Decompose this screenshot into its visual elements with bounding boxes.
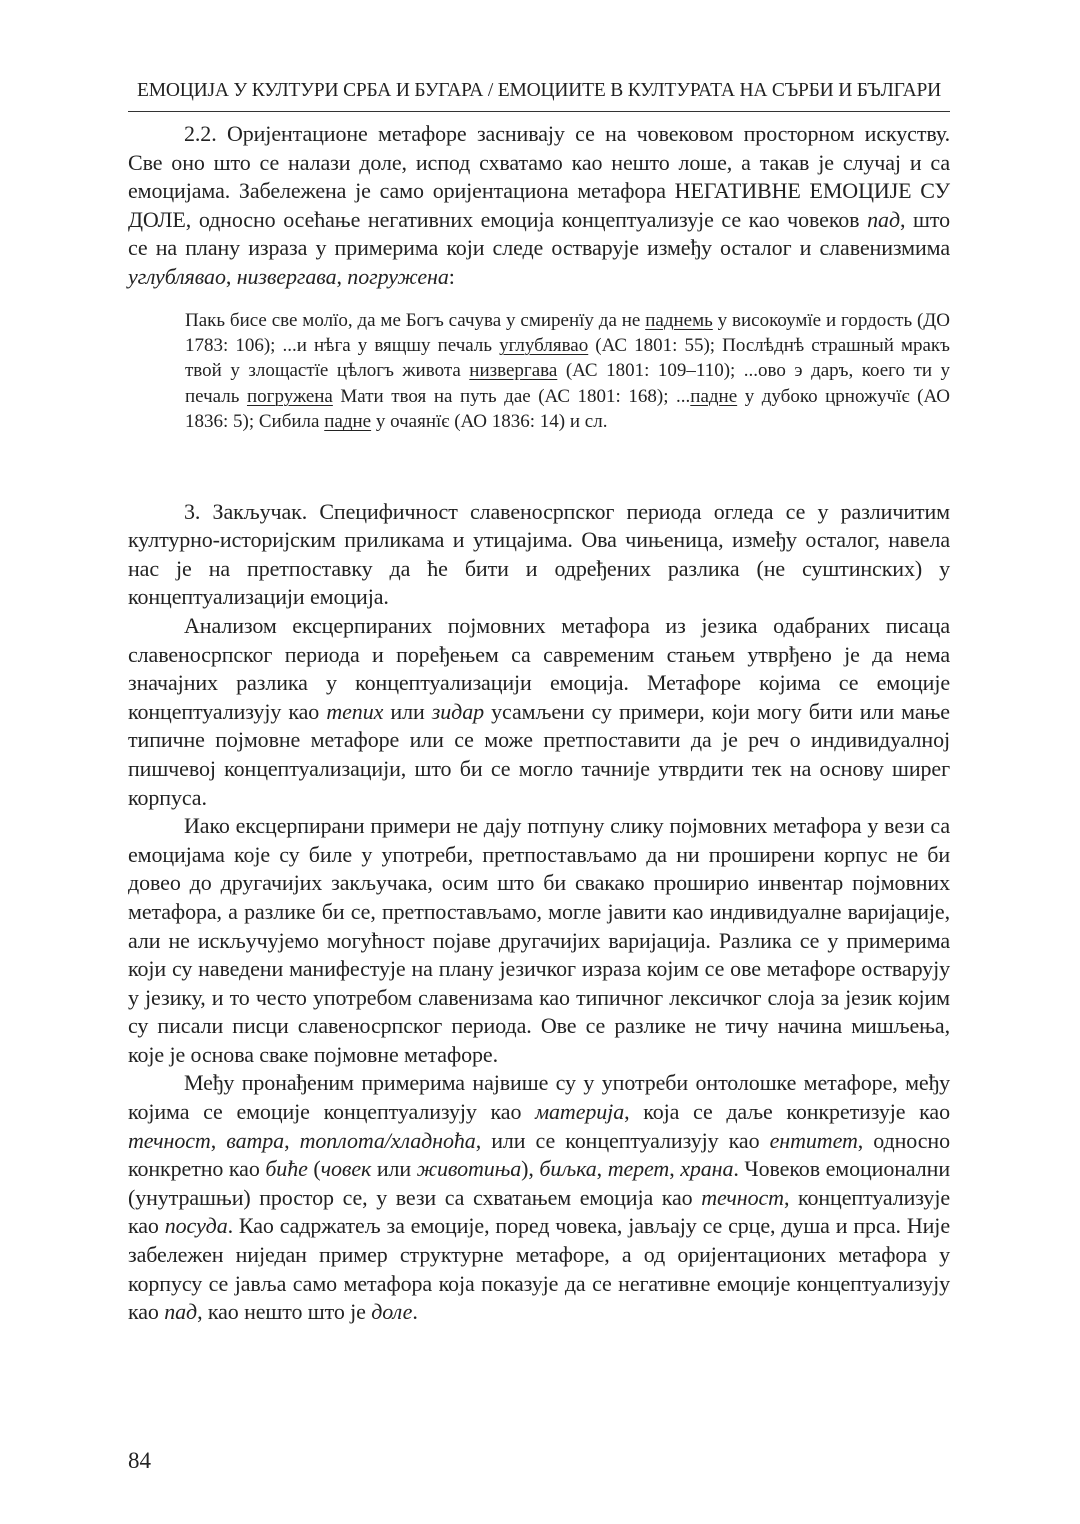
italic-term: ватра [226, 1127, 285, 1153]
italic-term: топлота/хладноћа [299, 1127, 476, 1153]
text-run: , или се концептуализују као [475, 1127, 770, 1153]
italic-term: храна [680, 1156, 734, 1182]
underlined-example: паднемь [645, 309, 713, 331]
section-spacer [128, 435, 950, 498]
italic-term: тепих [326, 698, 384, 724]
header-rule [128, 111, 950, 112]
italic-term: посуда [164, 1213, 228, 1239]
italic-term: материја [535, 1099, 625, 1125]
text-run: или [383, 698, 432, 724]
text-run: , [284, 1127, 300, 1153]
italic-term: пад [164, 1299, 198, 1325]
text-run: , што се на плану израза у примерима који следе остварује између осталог и славенизмима [128, 206, 951, 261]
text-run: , [669, 1156, 681, 1182]
paragraph-conclusion-summary [128, 1069, 950, 1326]
quote-text: Мати твоя на путь дае (АС 1801: 168); ... [332, 385, 691, 407]
text-run: : [448, 263, 455, 289]
quote-text: у дубоко црножучїє (АО 1836: 5); Сибила [185, 385, 950, 433]
text-run: . [412, 1299, 418, 1325]
text-run: , односно конкретно као [128, 1127, 950, 1182]
italic-term: доле [371, 1299, 413, 1325]
quote-text: (АС 1801: 55); Послѣднѣ страшный мракъ твой у злощастїе цѣлогъ живота [185, 334, 950, 382]
italic-term: течност [128, 1127, 211, 1153]
italic-term: животиња [416, 1156, 522, 1182]
italic-term: терет [607, 1156, 670, 1182]
page-number: 84 [128, 1448, 151, 1473]
page-body [128, 120, 950, 1327]
text-run: Међу пронађеним примерима највише су у употреби онтолошке метафоре, међу којима се емоције концептуализују као [128, 1070, 950, 1125]
block-quote-examples [185, 308, 950, 435]
italic-term: погружена [347, 263, 449, 289]
paragraph-conclusion-variations: Иако ексцерпирани примери не дају потпуну слику појмовних метафора у вези са емоцијама које су биле у употреби, претпостављамо да ни проширени корпус не би довео до другачијих закључака, осим што би свакако проширио инвентар појмовних метафора, а разлике би се, претпостављамо, могле јавити као индивидуалне варијације, али не искључујемо могућност појаве другачијих варијација. Разлика се у примерима који су наведени манифестује на плану језичког израза којим се ове метафоре остварују у језику, и то често употребом славенизама као типичног лексичког слоја за језик којим су писали писци славеносрпског периода. Ове се разлике не тичу начина мишљења, које је основа сваке појмовне метафоре. [128, 813, 950, 1067]
text-run: 2.2. Оријентационе метафоре заснивају се на човековом просторном искуству. Све оно што се налази доле, испод схватамо као нешто лоше, а такав је случај и са емоцијама. Забележена је само оријентациона метафора НЕГАТИВНЕ ЕМОЦИЈЕ СУ ДОЛЕ, односно осећање негативних емоција концептуализује се као човеков [128, 121, 950, 232]
quote-text: (АС 1801: 109–110); ...ово э даръ, коего ти у печаль [185, 360, 950, 407]
underlined-example: низвергава [469, 360, 558, 382]
underlined-example: падне [324, 411, 372, 433]
underlined-example: погружена [246, 385, 333, 407]
italic-term: ентитет [769, 1127, 858, 1153]
italic-term: човек [320, 1156, 372, 1182]
italic-term: биће [265, 1156, 308, 1182]
italic-term: пад [867, 206, 900, 232]
italic-term: течност [701, 1184, 784, 1210]
text-run: ( [307, 1156, 321, 1182]
text-run: . Као садржатељ за емоције, поред човека, јављају се срце, душа и прса. Није забележен ниједан пример структурне метафоре, а од оријентационих метафора у корпусу се јавља само метафора која показује да се негативне емоције концептуализују као [128, 1213, 950, 1325]
quote-text: у очаянїє (АО 1836: 14) и сл. [371, 411, 608, 433]
text-run: . Човеков емоционални (унутрашњи) простор се, у вези са схватањем емоција као [128, 1156, 950, 1210]
italic-term: зидар [431, 698, 485, 724]
italic-term: углублявао [128, 263, 226, 289]
paragraph-orientational-metaphors [128, 120, 950, 292]
quote-text: Пакь бисе све молїо, да ме Богъ сачува у смиренїу да не [185, 309, 646, 331]
text-run: , која се даље конкретизује као [624, 1099, 951, 1125]
text-run: , [336, 263, 348, 289]
running-header: ЕМОЦИЈА У КУЛТУРИ СРБА И БУГАРА / ЕМОЦИИТЕ В КУЛТУРАТА НА СЪРБИ И БЪЛГАРИ [136, 80, 941, 101]
underlined-example: углублявао [499, 334, 589, 356]
quote-text: у високоумїе и гордость (ДО 1783: 106); ...и нѣга у вящшу печаль [185, 309, 950, 356]
text-run: , концептуализује као [128, 1184, 950, 1239]
italic-term: биљка [539, 1156, 597, 1182]
text-run: усамљени су примери, који могу бити или мање типичне појмовне метафоре или се може претпоставити да је реч о индивидуалној пишчевој концептуализацији, што би се могло тачније утврдити тек на основу ширег корпуса. [128, 698, 950, 810]
italic-term: низвергава [236, 263, 337, 289]
text-run: , [225, 263, 237, 289]
text-run: Анализом ексцерпираних појмовних метафора из језика одабраних писаца славеносрпског периода и поређењем са савременим стањем утврђено је да нема значајних разлика у концептуализацији емоција. Метафоре којима се емоције концептуализују као [128, 612, 950, 724]
paragraph-conclusion-intro: 3. Закључак. Специфичност славеносрпског периода огледа се у различитим културно-историјским приликама и утицајима. Ова чињеница, између осталог, навела нас је на претпоставку да ће бити и одређених разлика (не суштинских) у концептуализацији емоција. [128, 498, 950, 610]
paragraph-conclusion-analysis [128, 612, 950, 812]
text-run: или [371, 1156, 417, 1182]
text-run: , [596, 1156, 608, 1182]
text-run: , [210, 1127, 227, 1153]
underlined-example: падне [690, 385, 738, 407]
text-run: , као нешто што је [197, 1299, 372, 1325]
text-run: ), [521, 1156, 540, 1182]
